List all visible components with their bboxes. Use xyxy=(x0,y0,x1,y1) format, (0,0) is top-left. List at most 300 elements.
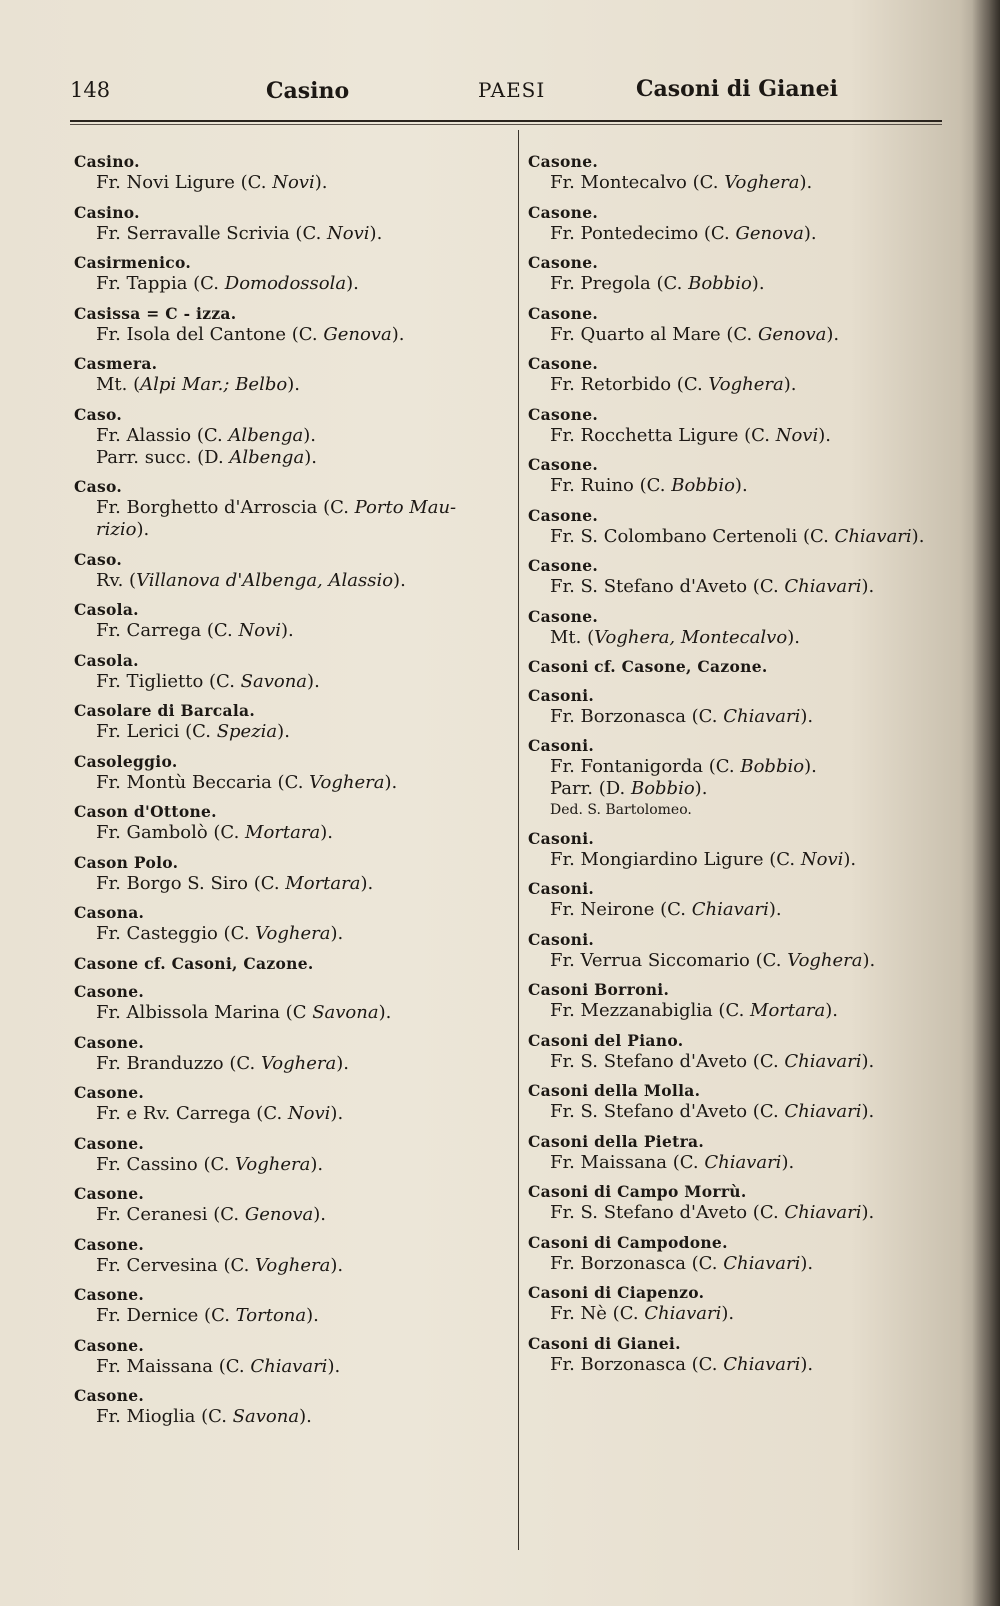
place-name-italic: Novi xyxy=(327,222,370,244)
entry-headword: Cason Polo. xyxy=(74,852,179,872)
entry-text: Fr. Gambolò (C. xyxy=(96,822,246,843)
place-name-italic: Chiavari xyxy=(784,1202,862,1223)
place-name-italic: Porto Mau- xyxy=(354,497,457,518)
place-name-italic: Bobbio xyxy=(630,778,695,799)
gazetteer-entry xyxy=(74,701,510,743)
gazetteer-entry xyxy=(74,903,510,945)
entry-text: Mt. ( xyxy=(550,626,595,648)
place-name-italic: Novi xyxy=(238,620,282,641)
place-name-italic: Alpi Mar.; Belbo xyxy=(140,374,288,395)
entry-text: ). xyxy=(800,705,814,727)
place-name-italic: Voghera xyxy=(235,1153,311,1175)
place-name-italic: Mortara xyxy=(285,872,361,894)
place-name-italic: Genova xyxy=(323,323,392,345)
place-name-italic: Bobbio xyxy=(671,475,735,496)
entry-headword: Casone. xyxy=(74,1032,145,1052)
entry-headword: Casone. xyxy=(528,606,599,626)
entry-text: ). xyxy=(336,1052,349,1074)
entry-headword: Casone. xyxy=(74,1285,145,1304)
gazetteer-entry xyxy=(74,853,510,895)
entry-text: Fr. Mioglia (C. xyxy=(96,1406,233,1427)
entry-headword: Casoni. xyxy=(528,828,595,848)
header-last-entry: Casoni di Gianei xyxy=(636,76,838,102)
entry-text: Fr. Carrega (C. xyxy=(96,620,239,641)
entry-detail-line xyxy=(74,324,510,346)
entry-headword: Caso. xyxy=(74,404,123,424)
entry-headword: Cason d'Ottone. xyxy=(74,802,217,821)
entry-text: ). xyxy=(694,778,708,799)
gazetteer-entry xyxy=(528,607,948,649)
place-name-italic: Novi xyxy=(775,424,819,446)
entry-headword: Casino. xyxy=(74,152,140,171)
gazetteer-entry xyxy=(528,1182,948,1224)
gazetteer-entry xyxy=(528,506,948,548)
entry-detail-line xyxy=(528,756,948,778)
left-column xyxy=(74,152,510,1437)
place-name-italic: Bobbio xyxy=(688,273,752,294)
entry-text: Fr. Albissola Marina (C xyxy=(96,1002,313,1023)
entry-detail-line xyxy=(74,1255,510,1277)
gazetteer-entry xyxy=(74,477,510,541)
entry-text: ). xyxy=(861,1101,875,1122)
entry-headword: Casone. xyxy=(74,1234,145,1254)
entry-detail-line xyxy=(74,425,510,447)
entry-text: Fr. Rocchetta Ligure (C. xyxy=(550,424,776,446)
gazetteer-entry xyxy=(528,829,948,871)
entry-text: Parr. (D. xyxy=(550,778,631,799)
entry-detail-line xyxy=(528,1051,948,1073)
entry-headword: Casone. xyxy=(528,404,599,424)
place-name-italic: Genova xyxy=(757,323,827,345)
gazetteer-entry xyxy=(528,354,948,396)
entry-detail-line xyxy=(74,1204,510,1226)
entry-headword: Casoni di Campodone. xyxy=(528,1232,728,1252)
gazetteer-entry xyxy=(528,1031,948,1073)
entry-detail-line xyxy=(74,1356,510,1378)
entry-text: Fr. Alassio (C. xyxy=(96,424,229,446)
entry-text: ). xyxy=(314,172,328,193)
place-name-italic: Spezia xyxy=(216,721,278,742)
gazetteer-entry xyxy=(74,1285,510,1327)
entry-headword: Caso. xyxy=(74,549,123,569)
place-name-italic: Tortona xyxy=(235,1305,307,1326)
place-name-italic: Chiavari xyxy=(723,1252,801,1274)
gazetteer-entry xyxy=(528,1334,948,1376)
gazetteer-entry xyxy=(74,1134,510,1176)
entry-text: Fr. e Rv. Carrega (C. xyxy=(96,1103,288,1124)
running-header xyxy=(70,78,940,112)
entry-text: ). xyxy=(825,1000,838,1021)
place-name-italic: Chiavari xyxy=(723,1353,801,1375)
entry-text: Mt. ( xyxy=(96,374,141,395)
place-name-italic: Savona xyxy=(240,670,308,692)
entry-text: ). xyxy=(327,1355,341,1377)
entry-text: Fr. Cassino (C. xyxy=(96,1153,236,1175)
entry-text: ). xyxy=(306,1305,319,1326)
entry-text: ). xyxy=(320,822,333,843)
entry-detail-line xyxy=(528,849,948,871)
entry-text: ). xyxy=(783,374,797,395)
entry-detail-line xyxy=(528,627,948,649)
entry-detail-line xyxy=(528,1152,948,1174)
entry-detail-line xyxy=(528,1101,948,1123)
entry-text: Fr. Borzonasca (C. xyxy=(550,1252,724,1274)
entry-text: Fr. Tappia (C. xyxy=(96,273,225,294)
place-name-italic: Voghera xyxy=(309,771,385,793)
place-name-italic: Chiavari xyxy=(723,705,801,727)
place-name-italic: Chiavari xyxy=(784,1101,862,1122)
place-name-italic: Chiavari xyxy=(784,1050,862,1072)
gazetteer-entry xyxy=(528,657,948,677)
entry-text: Fr. Ceranesi (C. xyxy=(96,1204,245,1225)
place-name-italic: rizio xyxy=(96,519,137,540)
entry-detail-line xyxy=(74,1305,510,1327)
entry-text: ). xyxy=(799,172,813,193)
entry-detail-line xyxy=(74,447,510,469)
entry-detail-line xyxy=(74,1406,510,1428)
entry-text: Fr. Mezzanabiglia (C. xyxy=(550,1000,751,1021)
place-name-italic: Chiavari xyxy=(834,525,912,547)
place-name-italic: Genova xyxy=(244,1204,314,1225)
entry-headword: Casoni di Ciapenzo. xyxy=(528,1283,705,1302)
entry-text: Fr. Quarto al Mare (C. xyxy=(550,323,758,345)
place-name-italic: Chiavari xyxy=(704,1151,782,1173)
place-name-italic: Voghera xyxy=(255,923,331,944)
entry-text: Rv. ( xyxy=(96,569,137,591)
gazetteer-entry xyxy=(528,1081,948,1123)
entry-text: ). xyxy=(299,1406,312,1427)
entry-dedication: Ded. S. Bartolomeo. xyxy=(550,802,692,818)
entry-detail-line xyxy=(528,324,948,346)
entry-detail-line xyxy=(74,223,510,245)
entry-detail-line xyxy=(528,475,948,497)
entry-text: Fr. Serravalle Scrivia (C. xyxy=(96,222,328,244)
entry-text: ). xyxy=(287,374,300,395)
entry-detail-line xyxy=(528,526,948,548)
place-name-italic: Chiavari xyxy=(691,899,769,920)
entry-text: ). xyxy=(303,424,316,446)
place-name-italic: Voghera, Montecalvo xyxy=(594,626,788,648)
entry-headword: Casmera. xyxy=(74,354,158,373)
entry-text: Fr. S. Stefano d'Aveto (C. xyxy=(550,1101,785,1122)
gazetteer-entry xyxy=(74,1184,510,1226)
page-number: 148 xyxy=(70,78,111,102)
gazetteer-entry xyxy=(528,405,948,447)
gazetteer-entry xyxy=(528,1283,948,1325)
entry-detail-line xyxy=(528,899,948,921)
gazetteer-entry xyxy=(74,954,510,974)
place-name-italic: Voghera xyxy=(260,1052,337,1074)
gazetteer-entry xyxy=(74,1083,510,1125)
entry-headword: Casoni cf. Casone, Cazone. xyxy=(528,657,768,676)
entry-headword: Casone. xyxy=(528,253,599,272)
entry-text: ). xyxy=(861,1202,875,1223)
entry-detail-line xyxy=(74,497,510,519)
entry-headword: Casone. xyxy=(74,1133,145,1153)
place-name-italic: Novi xyxy=(287,1103,331,1124)
entry-headword: Casolare di Barcala. xyxy=(74,701,256,720)
place-name-italic: Bobbio xyxy=(740,756,805,777)
gazetteer-entry xyxy=(74,152,510,194)
entry-headword: Casoni di Campo Morrù. xyxy=(528,1182,747,1201)
entry-detail-line xyxy=(528,1354,948,1376)
entry-text: Fr. Borzonasca (C. xyxy=(550,705,724,727)
gazetteer-entry xyxy=(528,736,948,820)
entry-headword: Casone cf. Casoni, Cazone. xyxy=(74,953,314,973)
entry-detail-line xyxy=(74,923,510,945)
place-name-italic: Mortara xyxy=(245,822,321,843)
entry-headword: Casone. xyxy=(74,1335,145,1355)
entry-text: ). xyxy=(818,424,831,446)
entry-text: Fr. Dernice (C. xyxy=(96,1305,236,1326)
entry-text: Fr. Retorbido (C. xyxy=(550,374,709,395)
entry-detail-line xyxy=(74,620,510,642)
entry-text: ). xyxy=(384,771,398,793)
entry-text: Fr. Montù Beccaria (C. xyxy=(96,771,310,793)
entry-text: ). xyxy=(313,1204,327,1225)
entry-detail-line xyxy=(528,1303,948,1325)
gazetteer-entry xyxy=(528,686,948,728)
place-name-italic: Domodossola xyxy=(224,273,347,294)
place-name-italic: Novi xyxy=(272,172,315,193)
entry-detail-line xyxy=(528,1202,948,1224)
entry-headword: Casone. xyxy=(528,505,599,525)
header-rule xyxy=(70,120,942,122)
gazetteer-entry xyxy=(528,980,948,1022)
entry-text: ). xyxy=(826,323,840,345)
entry-text: Fr. Maissana (C. xyxy=(550,1151,705,1173)
entry-text: ). xyxy=(843,848,857,870)
entry-text: ). xyxy=(803,222,817,244)
gazetteer-entry xyxy=(74,752,510,794)
entry-text: ). xyxy=(330,923,344,944)
entry-text: Fr. Montecalvo (C. xyxy=(550,172,725,193)
entry-detail-line xyxy=(74,570,510,592)
entry-detail-line xyxy=(74,873,510,895)
entry-detail-line xyxy=(528,706,948,728)
entry-text: Fr. Borghetto d'Arroscia (C. xyxy=(96,497,355,518)
place-name-italic: Genova xyxy=(735,222,804,244)
entry-text: ). xyxy=(861,576,875,597)
entry-headword: Casone. xyxy=(528,152,599,171)
entry-headword: Casoni della Pietra. xyxy=(528,1131,705,1151)
entry-detail-line xyxy=(528,576,948,598)
entry-detail-line xyxy=(74,273,510,295)
entry-text: Fr. Neirone (C. xyxy=(550,899,692,920)
entry-detail-line xyxy=(74,772,510,794)
entry-headword: Casone. xyxy=(74,1386,145,1405)
gazetteer-entry xyxy=(74,600,510,642)
entry-headword: Casone. xyxy=(74,1184,145,1203)
entry-text: Fr. Fontanigorda (C. xyxy=(550,756,741,777)
entry-headword: Casola. xyxy=(74,650,139,670)
place-name-italic: Savona xyxy=(232,1406,300,1427)
gazetteer-entry xyxy=(74,550,510,592)
entry-text: ). xyxy=(330,1254,344,1276)
entry-text: Fr. Maissana (C. xyxy=(96,1355,251,1377)
gazetteer-entry xyxy=(528,253,948,295)
place-name-italic: Chiavari xyxy=(784,576,862,597)
entry-text: Fr. Nè (C. xyxy=(550,1303,645,1324)
entry-detail-line xyxy=(74,1154,510,1176)
entry-detail-line xyxy=(74,1103,510,1125)
place-name-italic: Novi xyxy=(800,848,844,870)
entry-detail-line xyxy=(74,1053,510,1075)
entry-text: Fr. S. Stefano d'Aveto (C. xyxy=(550,576,785,597)
header-section-title: PAESI xyxy=(478,78,546,102)
entry-text: Fr. Novi Ligure (C. xyxy=(96,172,273,193)
place-name-italic: Savona xyxy=(312,1002,379,1023)
page-edge-shadow xyxy=(972,0,1000,1606)
entry-headword: Casone. xyxy=(528,303,599,323)
gazetteer-entry xyxy=(74,802,510,844)
entry-headword: Casone. xyxy=(528,202,599,222)
entry-text: ). xyxy=(734,475,748,496)
entry-text: ). xyxy=(804,756,817,777)
entry-text: ). xyxy=(330,1103,344,1124)
gazetteer-entry xyxy=(528,1233,948,1275)
entry-text: Fr. Mongiardino Ligure (C. xyxy=(550,848,801,870)
entry-text: ). xyxy=(136,519,150,540)
place-name-italic: Chiavari xyxy=(644,1303,722,1324)
entry-headword: Casoni. xyxy=(528,685,595,705)
entry-text: Fr. S. Stefano d'Aveto (C. xyxy=(550,1202,785,1223)
entry-detail-line xyxy=(74,374,510,396)
entry-text: Fr. Isola del Cantone (C. xyxy=(96,323,324,345)
entry-text: ). xyxy=(911,525,925,547)
gazetteer-entry xyxy=(528,152,948,194)
entry-headword: Casoleggio. xyxy=(74,751,178,771)
entry-text: ). xyxy=(378,1002,392,1023)
gazetteer-entry xyxy=(74,1235,510,1277)
entry-detail-line xyxy=(528,1253,948,1275)
entry-headword: Casone. xyxy=(528,455,599,474)
place-name-italic: Albenga xyxy=(229,446,305,468)
entry-headword: Casoni. xyxy=(528,879,595,898)
header-first-entry: Casino xyxy=(266,78,350,104)
entry-text: Fr. Pontedecimo (C. xyxy=(550,222,736,244)
place-name-italic: Voghera xyxy=(724,172,800,193)
gazetteer-entry xyxy=(74,1336,510,1378)
entry-detail-line xyxy=(528,425,948,447)
entry-detail-line xyxy=(528,950,948,972)
gazetteer-entry xyxy=(528,304,948,346)
entry-detail-line xyxy=(74,519,510,541)
entry-text: ). xyxy=(393,569,406,591)
entry-detail-line xyxy=(528,223,948,245)
entry-headword: Casissa = C - izza. xyxy=(74,303,237,323)
entry-detail-line xyxy=(74,721,510,743)
gazetteer-entry xyxy=(74,1033,510,1075)
entry-text: ). xyxy=(391,323,405,345)
entry-detail-line xyxy=(528,172,948,194)
entry-text: ). xyxy=(721,1303,735,1324)
entry-text: Fr. Verrua Siccomario (C. xyxy=(550,949,788,971)
entry-text: ). xyxy=(281,620,294,641)
entry-text: ). xyxy=(781,1151,795,1173)
entry-detail-line xyxy=(74,172,510,194)
entry-headword: Casoni del Piano. xyxy=(528,1030,684,1050)
gazetteer-entry xyxy=(74,651,510,693)
place-name-italic: Chiavari xyxy=(250,1355,328,1377)
entry-text: Parr. succ. (D. xyxy=(96,446,230,468)
gazetteer-entry xyxy=(528,879,948,921)
entry-text: Fr. Borgo S. Siro (C. xyxy=(96,872,286,894)
entry-headword: Casona. xyxy=(74,903,145,922)
entry-headword: Casoni della Molla. xyxy=(528,1081,701,1100)
place-name-italic: Voghera xyxy=(255,1254,331,1276)
entry-text: Fr. Lerici (C. xyxy=(96,721,217,742)
entry-text: ). xyxy=(768,899,782,920)
place-name-italic: Mortara xyxy=(750,1000,826,1021)
gazetteer-entry xyxy=(528,1132,948,1174)
entry-text: ). xyxy=(862,949,876,971)
entry-text: Fr. Pregola (C. xyxy=(550,273,689,294)
gazetteer-entry xyxy=(74,203,510,245)
entry-headword: Caso. xyxy=(74,477,123,496)
entry-detail-line xyxy=(74,1002,510,1024)
entry-headword: Casoni. xyxy=(528,929,595,949)
entry-headword: Casino. xyxy=(74,202,140,222)
place-name-italic: Villanova d'Albenga, Alassio xyxy=(136,569,394,591)
gazetteer-entry xyxy=(74,1386,510,1428)
entry-detail-line xyxy=(528,374,948,396)
entry-headword: Casirmenico. xyxy=(74,253,192,272)
entry-headword: Casola. xyxy=(74,600,139,619)
entry-text: ). xyxy=(800,1353,814,1375)
entry-text: Fr. Ruino (C. xyxy=(550,475,672,496)
gazetteer-entry xyxy=(74,304,510,346)
place-name-italic: Voghera xyxy=(708,374,784,395)
entry-text: ). xyxy=(307,670,320,692)
column-divider xyxy=(518,130,519,1550)
entry-headword: Casone. xyxy=(528,556,599,575)
entry-text: Fr. Branduzzo (C. xyxy=(96,1052,261,1074)
entry-text: ). xyxy=(360,872,374,894)
gazetteer-entry xyxy=(74,354,510,396)
entry-text: ). xyxy=(310,1153,324,1175)
entry-headword: Casone. xyxy=(528,354,599,373)
entry-detail-line xyxy=(74,671,510,693)
entry-text: Fr. S. Stefano d'Aveto (C. xyxy=(550,1050,785,1072)
entry-text: Fr. Casteggio (C. xyxy=(96,923,256,944)
entry-headword: Casoni. xyxy=(528,736,595,755)
entry-text: Fr. Cervesina (C. xyxy=(96,1254,256,1276)
entry-text: ). xyxy=(277,721,290,742)
entry-text: Fr. Borzonasca (C. xyxy=(550,1353,724,1375)
entry-headword: Casoni Borroni. xyxy=(528,980,670,999)
entry-headword: Casone. xyxy=(74,982,145,1001)
entry-headword: Casone. xyxy=(74,1083,145,1102)
entry-detail-line xyxy=(528,778,948,800)
entry-text: ). xyxy=(304,446,317,468)
gazetteer-entry xyxy=(74,405,510,469)
entry-headword: Casoni di Gianei. xyxy=(528,1333,681,1353)
entry-detail-line xyxy=(528,273,948,295)
gazetteer-entry xyxy=(528,455,948,497)
entry-text: ). xyxy=(346,273,359,294)
place-name-italic: Albenga xyxy=(228,424,304,446)
entry-text: ). xyxy=(861,1050,875,1072)
entry-detail-line xyxy=(74,822,510,844)
right-column xyxy=(528,152,948,1384)
entry-text: Fr. S. Colombano Certenoli (C. xyxy=(550,525,835,547)
entry-text: ). xyxy=(787,626,800,648)
entry-text: Fr. Tiglietto (C. xyxy=(96,670,241,692)
header-rule-secondary xyxy=(70,124,942,125)
entry-detail-line xyxy=(528,1000,948,1022)
gazetteer-entry xyxy=(528,556,948,598)
